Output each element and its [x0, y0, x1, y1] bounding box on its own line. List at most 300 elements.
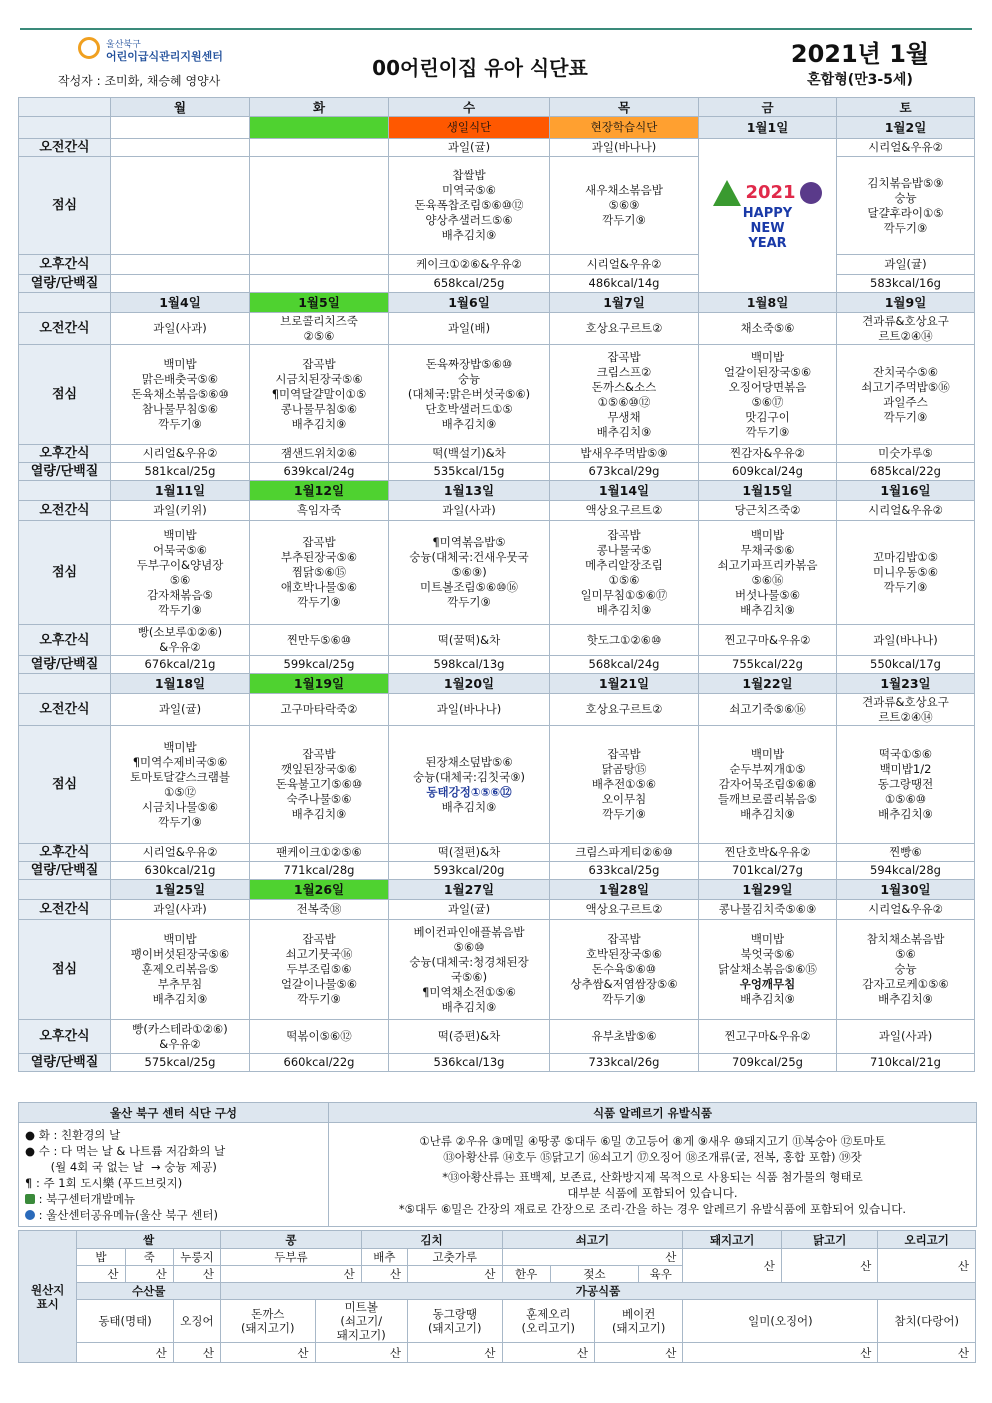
lunch-cell [111, 345, 250, 445]
lunch-cell [111, 920, 250, 1020]
date-cell: 1월28일 [550, 880, 699, 900]
date-cell: 1월9일 [837, 293, 975, 313]
menu-item: 찜닭⑤⑥⑮ [291, 565, 347, 579]
week-row-label [19, 880, 111, 900]
week-row-label [19, 481, 111, 501]
am-snack: 쇠고기죽⑤⑥⑯ [699, 694, 837, 726]
lunch-cell [550, 521, 699, 625]
date-cell: 1월14일 [550, 481, 699, 501]
date-cell: 1월4일 [111, 293, 250, 313]
am-snack-label: 오전간식 [19, 900, 111, 920]
kcal-cell: 598kcal/13g [389, 656, 550, 674]
menu-item: 숭늉(대체국:건새우뭇국 [409, 550, 529, 564]
menu-item: 버섯나물⑤⑥ [734, 587, 801, 602]
origin-label: 원산지 표시 [19, 1231, 77, 1363]
menu-item: 숭늉(대체국:김칫국⑨) [412, 769, 526, 784]
lunch-cell [699, 726, 837, 844]
kcal-cell: 594kcal/28g [837, 862, 975, 880]
day-header: 목 [550, 98, 699, 117]
pm-snack: 떡(꿀떡)&차 [389, 625, 550, 656]
date-cell: 1월15일 [699, 481, 837, 501]
pm-snack: 시리얼&우유② [111, 844, 250, 862]
menu-item: 백미밥 [163, 357, 197, 371]
menu-item: 무생채 [607, 409, 641, 424]
date-cell: 1월19일 [250, 674, 389, 694]
field-trip-menu-label: 현장학습식단 [550, 117, 699, 139]
seafood-label: 수산물 [77, 1283, 221, 1300]
origin-item: 누룽지 [173, 1249, 220, 1266]
am-snack: 과일(바나나) [389, 694, 550, 726]
kcal-cell: 568kcal/24g [550, 656, 699, 674]
menu-item: 배추김치⑨ [152, 992, 208, 1006]
pm-snack: 케이크①②⑥&우유② [389, 255, 550, 275]
kcal-cell: 536kcal/13g [389, 1054, 550, 1072]
menu-item: 잡곡밥 [302, 535, 336, 549]
day-header: 수 [389, 98, 550, 117]
menu-item: 오징어당면볶음 [728, 379, 807, 394]
menu-item: 콩나물무침⑤⑥ [280, 402, 358, 416]
kcal-cell: 685kcal/22g [837, 463, 975, 481]
menu-item: 과일주스 [883, 394, 928, 409]
lunch-cell [699, 345, 837, 445]
lunch-cell [389, 345, 550, 445]
menu-item: ①⑤⑥⑩ [884, 792, 927, 806]
kcal-cell [250, 275, 389, 293]
menu-item: 숭늉 [457, 372, 481, 386]
lunch-cell [389, 521, 550, 625]
menu-item: 잡곡밥 [607, 932, 641, 946]
lunch-cell [250, 920, 389, 1020]
logo-title: 어린이급식관리지원센터 [106, 50, 223, 63]
legend-item-text: : 북구센터개발메뉴 [35, 1191, 136, 1206]
menu-item: 오이무침 [601, 792, 647, 806]
legend-left-title: 울산 북구 센터 식단 구성 [19, 1103, 329, 1123]
menu-item: 잡곡밥 [302, 357, 336, 371]
date-cell: 1월12일 [250, 481, 389, 501]
am-snack: 과일(사과) [111, 313, 250, 345]
menu-item: 들깨브로콜리볶음⑤ [717, 792, 818, 806]
origin-value: 산 [221, 1343, 315, 1363]
lunch-cell [837, 345, 975, 445]
pm-snack: 찐고구마&우유② [699, 1020, 837, 1054]
origin-value: 산 [502, 1343, 594, 1363]
origin-value: 산 [683, 1343, 878, 1363]
day-header: 토 [837, 98, 975, 117]
am-snack-label: 오전간식 [19, 501, 111, 521]
date-cell: 1월7일 [550, 293, 699, 313]
kcal-cell: 673kcal/29g [550, 463, 699, 481]
date-cell: 1월6일 [389, 293, 550, 313]
menu-item: ¶미역달걀말이①⑤ [271, 387, 367, 401]
kcal-cell: 733kcal/26g [550, 1054, 699, 1072]
date-cell: 1월13일 [389, 481, 550, 501]
menu-item: 동태강정①⑤⑥⑫ [426, 784, 512, 799]
menu-item: 깍두기⑨ [602, 807, 646, 821]
lunch-cell [111, 521, 250, 625]
menu-item: ①⑤⑥ [608, 572, 640, 587]
menu-item: 배추김치⑨ [291, 807, 347, 821]
menu-item: 깍두기⑨ [602, 992, 646, 1006]
origin-item: 동그랑땡 (돼지고기) [408, 1300, 503, 1343]
date-cell: 1월11일 [111, 481, 250, 501]
menu-item: 배추김치⑨ [441, 999, 497, 1014]
origin-item: 돈까스 (돼지고기) [221, 1300, 315, 1343]
date-cell: 1월25일 [111, 880, 250, 900]
kcal-cell: 575kcal/25g [111, 1054, 250, 1072]
menu-item: 단호박샐러드①⑤ [425, 402, 513, 416]
menu-item: 백미밥 [163, 739, 197, 754]
menu-item: 숭늉 [894, 190, 917, 205]
origin-group: 쌀 [77, 1231, 221, 1249]
lunch-label: 점심 [19, 157, 111, 255]
menu-item: 돈까스&소스 [591, 379, 657, 394]
pm-snack: 떡(증편)&차 [389, 1020, 550, 1054]
new-year-text: HAPPY [742, 206, 793, 221]
menu-item: 떡국①⑤⑥ [878, 747, 933, 761]
origin-item: 밥 [77, 1249, 125, 1266]
corner-cell [19, 98, 111, 117]
pm-snack: 크림스파게티②⑥⑩ [550, 844, 699, 862]
lunch-cell [111, 726, 250, 844]
lunch-cell [250, 157, 389, 255]
am-snack-label: 오전간식 [19, 313, 111, 345]
allergy-line: ①난류 ②우유 ③메밀 ④땅콩 ⑤대두 ⑥밀 ⑦고등어 ⑧게 ⑨새우 ⑩돼지고기 ⑪복숭아 ⑫토마토 [419, 1133, 886, 1148]
date-cell [250, 117, 389, 139]
kcal-cell: 701kcal/27g [699, 862, 837, 880]
origin-value: 산 [77, 1266, 125, 1283]
date-cell: 1월23일 [837, 674, 975, 694]
am-snack: 액상요구르트② [550, 501, 699, 521]
kcal-label: 열량/단백질 [19, 862, 111, 880]
menu-item: 깍두기⑨ [297, 595, 341, 609]
menu-item: 북엇국⑤⑥ [740, 947, 795, 961]
allergy-line: ⑬아황산류 ⑭호두 ⑮닭고기 ⑯쇠고기 ⑰오징어 ⑱조개류(굴, 전복, 홍합 포함) ⑲잣 [443, 1149, 862, 1164]
kcal-cell: 486kcal/14g [550, 275, 699, 293]
legend-item: ● 화 : 친환경의 날 [25, 1127, 121, 1142]
menu-item: 깍두기⑨ [158, 602, 202, 617]
menu-item: 깍두기⑨ [745, 424, 790, 439]
lunch-label: 점심 [19, 521, 111, 625]
am-snack: 시리얼&우유② [837, 139, 975, 157]
lunch-label: 점심 [19, 726, 111, 844]
am-snack: 호상요구르트② [550, 694, 699, 726]
date-cell: 1월30일 [837, 880, 975, 900]
origin-item: 고춧가루 [408, 1249, 503, 1266]
kcal-cell: 583kcal/16g [837, 275, 975, 293]
am-snack: 과일(귤) [389, 139, 550, 157]
am-snack: 호상요구르트② [550, 313, 699, 345]
date-cell: 1월2일 [837, 117, 975, 139]
origin-item: 죽 [125, 1249, 173, 1266]
menu-item: 찹쌀밥 [452, 168, 486, 182]
date-cell: 1월8일 [699, 293, 837, 313]
menu-item: 깍두기⑨ [883, 580, 928, 594]
origin-value: 산 [594, 1343, 682, 1363]
menu-item: (대체국:맑은버섯국⑤⑥) [407, 387, 531, 401]
kcal-label: 열량/단백질 [19, 1054, 111, 1072]
menu-item: 쇠고기주먹밥⑤⑯ [861, 379, 950, 394]
kcal-cell: 660kcal/22g [250, 1054, 389, 1072]
am-snack: 과일(바나나) [550, 139, 699, 157]
menu-item: 백미밥1/2 [879, 762, 932, 776]
menu-item: 깍두기⑨ [158, 417, 202, 431]
processed-label: 가공식품 [221, 1283, 976, 1300]
menu-item: 숭늉 [894, 962, 917, 976]
menu-item: 숙주나물⑤⑥ [286, 792, 352, 806]
legend-item-text: : 울산센터공유메뉴(울산 북구 센터) [35, 1207, 218, 1222]
menu-item: 어묵국⑤⑥ [153, 542, 207, 557]
menu-item: 무채국⑤⑥ [740, 542, 795, 557]
menu-item: 배추김치⑨ [441, 417, 497, 431]
week-row-label [19, 293, 111, 313]
lunch-cell [837, 157, 975, 255]
lunch-cell [699, 920, 837, 1020]
menu-item: 깍두기⑨ [158, 814, 202, 829]
menu-item: 달걀후라이①⑤ [867, 205, 944, 220]
menu-item: 백미밥 [750, 527, 785, 542]
menu-item: 두부조림⑤⑥ [286, 962, 352, 976]
day-header: 금 [699, 98, 837, 117]
menu-item: 백미밥 [163, 527, 197, 542]
new-year-text: NEW [750, 221, 785, 236]
am-snack: 채소죽⑤⑥ [699, 313, 837, 345]
origin-value: 산 [77, 1343, 173, 1363]
origin-item: 훈제오리 (오리고기) [502, 1300, 594, 1343]
origin-item: 참치(다랑어) [878, 1300, 976, 1343]
pm-snack-label: 오후간식 [19, 844, 111, 862]
lunch-cell [389, 920, 550, 1020]
menu-item: ¶미역채소전①⑤⑥ [422, 984, 516, 999]
month-title: 2021년 1월 [790, 40, 930, 68]
origin-value: 산 [878, 1343, 976, 1363]
menu-item: 부추된장국⑤⑥ [280, 550, 358, 564]
menu-item: 된장채소덮밥⑤⑥ [425, 754, 513, 769]
menu-item: 양상추샐러드⑤⑥ [425, 213, 513, 227]
legend-item: ● 수 : 다 먹는 날 & 나트륨 저감화의 날 [25, 1143, 226, 1158]
lunch-cell [837, 920, 975, 1020]
origin-value: 산 [221, 1266, 362, 1283]
pm-snack [250, 255, 389, 275]
birthday-menu-label: 생일식단 [389, 117, 550, 139]
menu-item: 깍두기⑨ [883, 220, 928, 235]
date-cell [111, 117, 250, 139]
lunch-cell [550, 345, 699, 445]
menu-item: 동그랑땡전 [877, 777, 934, 791]
menu-item: ¶미역볶음밥⑤ [432, 535, 506, 549]
allergy-notes [329, 1123, 977, 1227]
origin-value: 산 [408, 1266, 503, 1283]
kcal-cell: 535kcal/15g [389, 463, 550, 481]
menu-item: 잡곡밥 [607, 349, 641, 364]
origin-item: 베이컨 (돼지고기) [594, 1300, 682, 1343]
am-snack-label: 오전간식 [19, 139, 111, 157]
pm-snack: 찐고구마&우유② [699, 625, 837, 656]
menu-item: 닭살채소볶음⑤⑥⑮ [718, 962, 817, 976]
menu-item: 감자고로케①⑤⑥ [862, 977, 949, 991]
menu-item: 깍두기⑨ [297, 992, 341, 1006]
legend-item: ¶ : 주 1회 도시樂 (푸드브릿지) [25, 1175, 183, 1190]
kcal-cell: 658kcal/25g [389, 275, 550, 293]
origin-group: 오리고기 [878, 1231, 976, 1249]
am-snack: 과일(사과) [389, 501, 550, 521]
menu-item: 시금치나물⑤⑥ [141, 799, 219, 814]
date-cell: 1월27일 [389, 880, 550, 900]
legend-item [25, 1207, 326, 1223]
kcal-cell: 709kcal/25g [699, 1054, 837, 1072]
origin-group: 김치 [361, 1231, 502, 1249]
origin-value: 산 [173, 1343, 220, 1363]
menu-item: 쇠고기뭇국⑯ [285, 947, 353, 961]
lunch-cell [250, 345, 389, 445]
menu-item: ⑤⑥⑰ [751, 394, 784, 409]
menu-item: 상추쌈&저염쌈장⑤⑥ [570, 977, 678, 991]
menu-item: 새우채소볶음밥 [585, 183, 663, 197]
bukgu-menu-icon [25, 1194, 35, 1204]
origin-value: 산 [878, 1249, 976, 1283]
legend-table [18, 1102, 977, 1227]
menu-item: ⑤⑥⑨) [451, 565, 487, 579]
menu-item: 애호박나물⑤⑥ [280, 580, 358, 594]
menu-item: 잡곡밥 [302, 932, 336, 946]
menu-item: 잡곡밥 [607, 527, 641, 542]
menu-item: 돈육짜장밥⑤⑥⑩ [425, 357, 513, 371]
pm-snack: 과일(사과) [837, 1020, 975, 1054]
menu-item: 베이컨파인애플볶음밥 [413, 924, 525, 939]
menu-item: 잔치국수⑤⑥ [872, 364, 939, 379]
origin-group: 콩 [221, 1231, 362, 1249]
new-year-illustration [699, 139, 837, 293]
am-snack: 전복죽⑱ [250, 900, 389, 920]
pm-snack: 떡볶이⑤⑥⑫ [250, 1020, 389, 1054]
pm-snack: 떡(절편)&차 [389, 844, 550, 862]
menu-item: 참나물무침⑤⑥ [141, 402, 219, 416]
menu-item: 배추김치⑨ [596, 424, 652, 439]
menu-item: 배추김치⑨ [441, 799, 497, 814]
origin-group: 돼지고기 [683, 1231, 782, 1249]
menu-item: 깍두기⑨ [602, 213, 646, 227]
menu-item: 참치채소볶음밥 [866, 932, 945, 946]
am-snack: 과일(사과) [111, 900, 250, 920]
menu-item: 감자채볶음⑤ [147, 587, 213, 602]
menu-item: ⑤⑥ [169, 572, 191, 587]
beef-type: 젖소 [550, 1266, 638, 1283]
origin-value: 산 [683, 1249, 782, 1283]
date-cell: 1월26일 [250, 880, 389, 900]
menu-item: 쇠고기파프리카볶음 [717, 557, 818, 572]
kcal-cell: 771kcal/28g [250, 862, 389, 880]
menu-item: 우엉깨무침 [739, 977, 796, 991]
lunch-cell [550, 157, 699, 255]
day-header: 화 [250, 98, 389, 117]
lunch-cell [111, 157, 250, 255]
pm-snack-label: 오후간식 [19, 625, 111, 656]
origin-table [18, 1230, 976, 1363]
legend-item [25, 1191, 326, 1207]
kcal-cell [111, 275, 250, 293]
new-year-year: 2021 [745, 182, 796, 203]
legend-item: (월 4회 국 없는 날 → 숭늉 제공) [25, 1159, 217, 1174]
legend-right-title: 식품 알레르기 유발식품 [329, 1103, 977, 1123]
kcal-cell: 639kcal/24g [250, 463, 389, 481]
week-row-label [19, 117, 111, 139]
menu-item: 깻잎된장국⑤⑥ [280, 762, 358, 776]
allergy-note: *⑤대두 ⑥밀은 간장의 재료로 간장으로 조리·간을 하는 경우 알레르기 유발식품에 포함되어 있습니다. [398, 1201, 907, 1216]
character-left-icon [713, 180, 741, 206]
menu-item: 토마토달걀스크램블 [130, 769, 230, 784]
pm-snack: 과일(귤) [837, 255, 975, 275]
menu-item: 얼갈이된장국⑤⑥ [723, 364, 812, 379]
menu-item: 잡곡밥 [302, 747, 336, 761]
lunch-cell [250, 521, 389, 625]
menu-item: 배추김치⑨ [740, 807, 795, 821]
new-year-text: YEAR [748, 236, 787, 251]
menu-item: 배추김치⑨ [596, 602, 652, 617]
lunch-cell [699, 521, 837, 625]
kcal-label: 열량/단백질 [19, 656, 111, 674]
origin-value: 산 [502, 1249, 683, 1266]
menu-item: 배추김치⑨ [291, 417, 347, 431]
lunch-cell [550, 726, 699, 844]
origin-item: 동태(명태) [77, 1300, 173, 1343]
pm-snack: 밥새우주먹밥⑤⑨ [550, 445, 699, 463]
ulsan-menu-icon [25, 1210, 35, 1220]
menu-item: 돈육불고기⑤⑥⑩ [275, 777, 363, 791]
lunch-cell [389, 157, 550, 255]
menu-item: 시금치된장국⑤⑥ [275, 372, 363, 386]
menu-item: 두부구이&양념장 [136, 557, 224, 572]
pm-snack: 잼샌드위치②⑥ [250, 445, 389, 463]
pm-snack: 찐감자&우유② [699, 445, 837, 463]
menu-item: 백미밥 [163, 932, 197, 946]
menu-structure-notes [19, 1123, 329, 1227]
date-cell: 1월22일 [699, 674, 837, 694]
menu-item: ⑤⑥ [895, 947, 916, 961]
pm-snack [111, 255, 250, 275]
origin-value: 산 [408, 1343, 503, 1363]
pm-snack: 떡(백설기)&차 [389, 445, 550, 463]
am-snack: 과일(배) [389, 313, 550, 345]
menu-item: 꼬마김밥①⑤ [872, 550, 939, 564]
menu-item: 미니우동⑤⑥ [872, 565, 939, 579]
menu-item: 백미밥 [750, 349, 785, 364]
kcal-cell: 550kcal/17g [837, 656, 975, 674]
am-snack [250, 139, 389, 157]
menu-item: 맑은배춧국⑤⑥ [141, 372, 219, 386]
author: 작성자 : 조미화, 채승혜 영양사 [58, 74, 221, 88]
origin-value: 산 [781, 1249, 877, 1283]
kcal-cell: 676kcal/21g [111, 656, 250, 674]
menu-item: 미역국⑤⑥ [442, 183, 496, 197]
pm-snack: 핫도그①②⑥⑩ [550, 625, 699, 656]
origin-group: 닭고기 [781, 1231, 877, 1249]
menu-item: 맛김구이 [745, 409, 790, 424]
pm-snack: 빵(카스테라①②⑥) &우유② [111, 1020, 250, 1054]
menu-item: 잡곡밥 [607, 747, 641, 761]
menu-item: 백미밥 [750, 747, 785, 761]
date-cell: 1월5일 [250, 293, 389, 313]
date-cell: 1월21일 [550, 674, 699, 694]
am-snack: 견과류&호상요구 르트②④⑭ [837, 313, 975, 345]
menu-table [18, 97, 975, 1072]
lunch-cell [250, 726, 389, 844]
kcal-label: 열량/단백질 [19, 275, 111, 293]
origin-item: 일미(오징어) [683, 1300, 878, 1343]
pm-snack: 찐단호박&우유② [699, 844, 837, 862]
origin-item: 오징어 [173, 1300, 220, 1343]
am-snack: 과일(귤) [111, 694, 250, 726]
menu-item: 배추김치⑨ [878, 992, 933, 1006]
menu-item: 크림스프② [596, 364, 652, 379]
